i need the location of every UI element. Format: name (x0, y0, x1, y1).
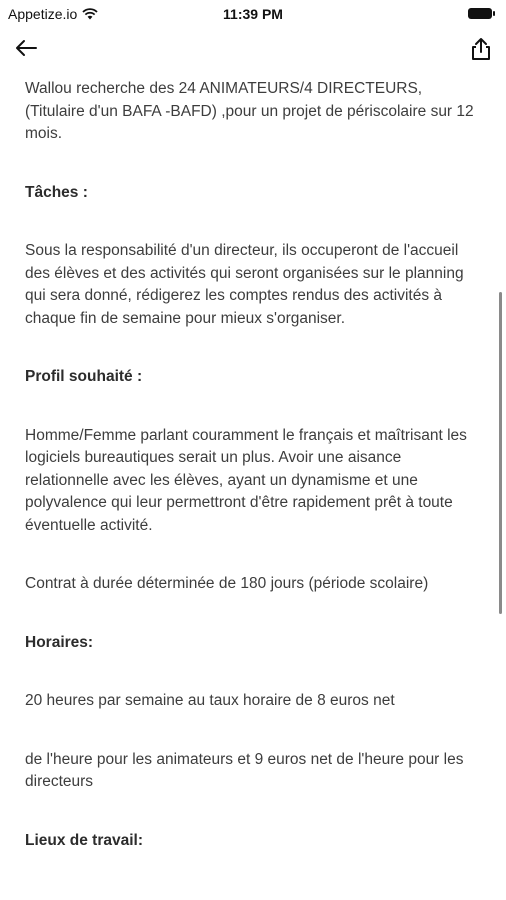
nav-bar (0, 30, 506, 66)
back-button[interactable] (10, 34, 42, 62)
status-time: 11:39 PM (223, 6, 283, 22)
horaires-text-2: de l'heure pour les animateurs et 9 euros net de l'heure pour les directeurs (25, 750, 464, 790)
scrollbar[interactable] (499, 292, 502, 614)
battery-icon (468, 8, 492, 19)
job-description (25, 76, 480, 852)
horaires-text-1: 20 heures par semaine au taux horaire de 8 euros net (25, 692, 395, 709)
share-button[interactable] (466, 34, 496, 64)
profil-text: Homme/Femme parlant couramment le français et maîtrisant les logiciels bureautiques serait un plus. Avoir une aisance relationnelle avec les élèves, ayant un dynamisme et une polyvalence qui leur permettront d'être rapidement prêt à toute éventuelle activité. (25, 426, 467, 534)
intro-text: Wallou recherche des 24 ANIMATEURS/4 DIRECTEURS, (Titulaire d'un BAFA -BAFD) ,pour un projet de périscolaire sur 12 mois. (25, 80, 474, 142)
horaires-heading: Horaires: (25, 633, 94, 651)
carrier-label: Appetize.io (8, 6, 78, 22)
contrat-text: Contrat à durée déterminée de 180 jours (période scolaire) (25, 575, 429, 592)
arrow-left-icon (14, 38, 38, 58)
lieux-heading: Lieux de travail: (25, 831, 144, 849)
taches-heading: Tâches : (25, 183, 88, 201)
share-icon (470, 37, 492, 61)
status-bar (0, 0, 506, 28)
profil-heading: Profil souhaité : (25, 368, 143, 385)
taches-text: Sous la responsabilité d'un directeur, ils occuperont de l'accueil des élèves et des activités qui seront organisées sur le planning qui sera donné, rédigerez les comptes rendus des activités à chaque fin de semaine pour mieux s'organiser. (25, 242, 464, 327)
